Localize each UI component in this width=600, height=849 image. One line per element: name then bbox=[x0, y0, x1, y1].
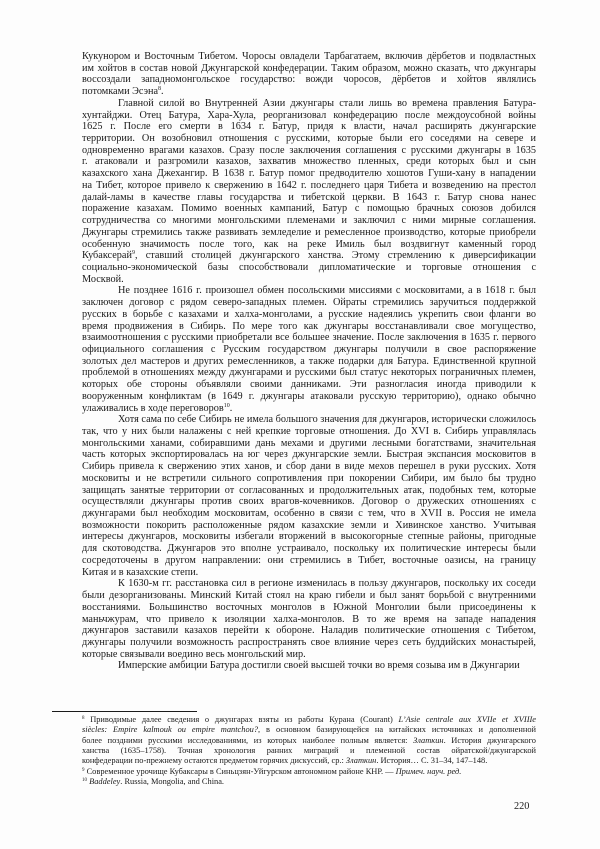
text-line: хунтайджи. Отец Батура, Хара-Хула, реорганизовал конфедерацию после междоусобной войны bbox=[82, 109, 536, 121]
text-line: г. атаковали и разгромили казахов, захватив множество пленных, среди которых был и сын bbox=[82, 156, 536, 168]
text-line: джунгары получили возможность распространять свое влияние через сеть буддийских монастырей, bbox=[82, 636, 536, 648]
text-line: осуществляли джунгары против своих врагов-кочевников. Договор о дружеских отношениях с bbox=[82, 496, 536, 508]
paragraph bbox=[82, 98, 536, 286]
footnotes bbox=[82, 715, 536, 787]
text-line: улаживались в ходе переговоров$^{10}$. bbox=[82, 402, 233, 414]
text-line: для скотоводства. Джунгаров это вполне устраивало, поскольку их политические интересы были bbox=[82, 543, 536, 555]
text-line: Не позднее 1616 г. произошел обмен посольскими миссиями с московитами, а в 1618 г. был bbox=[118, 285, 536, 297]
text-line: взаимоотношения с русскими приобретали все большее значение. После заключения в 1635 г. первого bbox=[82, 332, 536, 344]
footnote-8 bbox=[82, 715, 536, 767]
footnote-line: более поздними русскими исследованиями, из которых наиболее полным является: Златкин. История джунгарского bbox=[82, 735, 536, 745]
text-line: Джунгары стремились также развивать земледелие и ремесленное производство, которые приобрели bbox=[82, 226, 536, 238]
text-line: которые связывали воедино весь монгольский мир. bbox=[82, 648, 306, 660]
footnote-marker: 8 bbox=[82, 716, 85, 721]
footnote-ref[interactable]: 8 bbox=[158, 86, 162, 93]
text-line: маньчжурам, что привело к изоляции халха-монголов. В то же время на западе нападения bbox=[82, 613, 536, 625]
text-line: Кукунором и Восточным Тибетом. Чоросы овладели Тарбагатаем, включив дёрбетов и подвластных bbox=[82, 51, 536, 62]
paragraph bbox=[82, 51, 536, 98]
footnote-ref[interactable]: 10 bbox=[223, 402, 230, 409]
text-line: территории. Он возобновил отношения с русскими, которые были его соседями на севере и bbox=[82, 133, 536, 145]
text-line: социально-экономической базы способствовали дипломатические и торговые отношения с bbox=[82, 261, 536, 273]
text-line: на Тибет, которое привело к свержению в 1642 г. последнего царя Тибета и возведению на престол bbox=[82, 179, 536, 191]
text-line: защищать занятые территории от согласованных и продолжительных атак, подобных тем, которые bbox=[82, 484, 536, 496]
footnote-line: $^{10}$ Baddeley. Russia, Mongolia, and China. bbox=[82, 777, 225, 787]
text-line: интересы джунгаров, московиты избегали вторжений в высокогорные степные районы, пригодные bbox=[82, 531, 536, 543]
text-line: потомками Эсэна$^8$. bbox=[82, 86, 164, 98]
paragraph bbox=[82, 285, 536, 414]
text-line: Хотя сама по себе Сибирь не имела большого значения для джунгаров, исторически сложилось bbox=[118, 414, 536, 426]
text-line: Китая и в казахские степи. bbox=[82, 566, 199, 578]
text-line: Москвой. bbox=[82, 273, 124, 285]
text-line: Главной силой во Внутренней Азии джунгары стали лишь во времена правления Батура- bbox=[118, 97, 536, 109]
paragraph bbox=[82, 660, 536, 672]
text-line: одновременно врагами казахов. Сразу после заключения соглашения с русскими джунгары в 1635 bbox=[82, 144, 536, 156]
footnote-10 bbox=[82, 777, 536, 787]
text-line: джунгаров заставили казахов перейти к обороне. Наладив политические отношения с Тибетом, bbox=[82, 625, 536, 637]
text-line: особенную значимость после того, как на реке Имиль был воздвигнут каменный город bbox=[82, 238, 536, 250]
text-line: Кубаксерай$^9$, ставший столицей джунгарского ханства. Этому стремлению к диверсификации bbox=[82, 250, 536, 262]
paragraph bbox=[82, 578, 536, 660]
text-line: сотрудничества со многими монгольскими племенами и заключил с ними мирные соглашения. bbox=[82, 215, 536, 227]
text-line: 1625 г. После его смерти в 1634 г. Батур, придя к власти, начал расширять джунгарские bbox=[82, 121, 536, 133]
text-line: им хойтов в состав новой Джунгарской конфедерации. Таким образом, можно сказать, что джунгары bbox=[82, 62, 536, 74]
text-line: вооруженным конфликтам (в 1649 г. джунгары атаковали русскую территорию), однако обычно bbox=[82, 390, 536, 402]
text-line: заключен договор с рядом северо-западных племен. Ойраты стремились заручиться поддержкой bbox=[82, 297, 536, 309]
text-line: часть которых экспортировалась на юг через джунгарские земли. Быстрая экспансия московитов в bbox=[82, 449, 536, 461]
text-line: монгольскими ханами, собиравшими дань мехами и другими лесными богатствами, значительная bbox=[82, 437, 536, 449]
footnote-ref[interactable]: 9 bbox=[131, 250, 135, 257]
text-line: время продвижения в Сибирь. По мере того как джунгары восстанавливали свое могущество, bbox=[82, 320, 536, 332]
text-line: сосредоточены в другом направлении: они стремились в Тибет, восточные оазисы, на границу bbox=[82, 554, 536, 566]
text-line: Имперские амбиции Батура достигли своей высшей точки во время созыва им в Джунгарии bbox=[118, 660, 520, 672]
text-line: К 1630-м гг. расстановка сил в регионе изменилась в пользу джунгаров, поскольку их соседи bbox=[118, 578, 536, 590]
footnote-line: конфедерации по-прежнему остаются предметом горячих дискуссий, ср.: Златкин. История… С. 31–34, 147–148. bbox=[82, 756, 488, 766]
text-line: проблемой в отношениях между джунгарами и русскими был статус некоторых пограничных племен, bbox=[82, 367, 536, 379]
footnote-9 bbox=[82, 767, 536, 777]
page-number: 220 bbox=[514, 801, 530, 812]
text-line: золотых дел мастеров и других ремесленников, а также подарки для Батура. Единственной крупной bbox=[82, 355, 536, 367]
footnote-marker: 9 bbox=[82, 767, 85, 773]
footnote-line: ханства (1635–1758). Точная хронология ранних миграций и племенной состав ойратской/джунгарской bbox=[82, 746, 536, 756]
footnote-line: siècles: Empire kalmouk ou empire mantchou?, в основном базирующейся на китайских источниках и дополненной bbox=[82, 725, 536, 735]
text-line: Сибирь привела к свержению этих ханов, и сбор дани в виде мехов перешел в руки русских. Хотя bbox=[82, 461, 536, 473]
text-line: казахского хана Джехангир. В 1638 г. Батур помог предводителю хошотов Гуши-хану в нападении bbox=[82, 168, 536, 180]
text-line: московиты и не встретили сильного сопротивления при покорении Сибири, им было бы трудно bbox=[82, 472, 536, 484]
text-line: так, что у них были налажены с ней крепкие торговые отношения. До XVI в. Сибирь управлялась bbox=[82, 426, 536, 437]
text-line: которых обе стороны объявляли своими данниками. Эти разногласия иногда приводили к bbox=[82, 379, 536, 391]
footnote-line: $^9$ Современное урочище Кубаксары в Синьцзян-Уйгурском автономном районе КНР. — Примеч. науч. ред. bbox=[82, 766, 462, 776]
text-line: джунгарами был необходим московитам, особенно в связи с тем, что в XVII в. Россия не имела bbox=[82, 508, 536, 520]
footnote-separator bbox=[52, 711, 197, 712]
text-line: воссоздали западномонгольское государство: вожди чоросов, дёрбетов и хойтов являлись bbox=[82, 74, 536, 86]
text-line: восстаниями. Большинство восточных монголов в Южной Монголии были присоединены к bbox=[82, 601, 536, 613]
text-line: русских в борьбе с казахами и халха-монголами, а русские надеялись укрепить свои фланги во bbox=[82, 308, 536, 320]
text-line: далай-ламы в качестве главы государства и тибетской церкви. В 1643 г. Батур снова нанес bbox=[82, 191, 536, 203]
footnote-marker: 10 bbox=[82, 778, 87, 784]
text-line: возможности покорить расположенные рядом казахские земли и Хивинское ханство. Учитывая bbox=[82, 519, 536, 531]
paragraph bbox=[82, 414, 536, 578]
text-line: поражение казахам. Помимо военных кампаний, Батур с помощью брачных союзов добился bbox=[82, 203, 536, 215]
text-line: были дезорганизованы. Минский Китай стоял на краю гибели и был занят борьбой с внутренними bbox=[82, 590, 536, 602]
body-text bbox=[82, 51, 536, 672]
text-line: официального соглашения с Русским государством джунгары получили в свое распоряжение bbox=[82, 343, 536, 355]
footnote-line: $^8$ Приводимые далее сведения о джунгарах взяты из работы Курана (Courant) L’Asie centrale aux XVIIe et XVIIIe bbox=[82, 715, 536, 724]
